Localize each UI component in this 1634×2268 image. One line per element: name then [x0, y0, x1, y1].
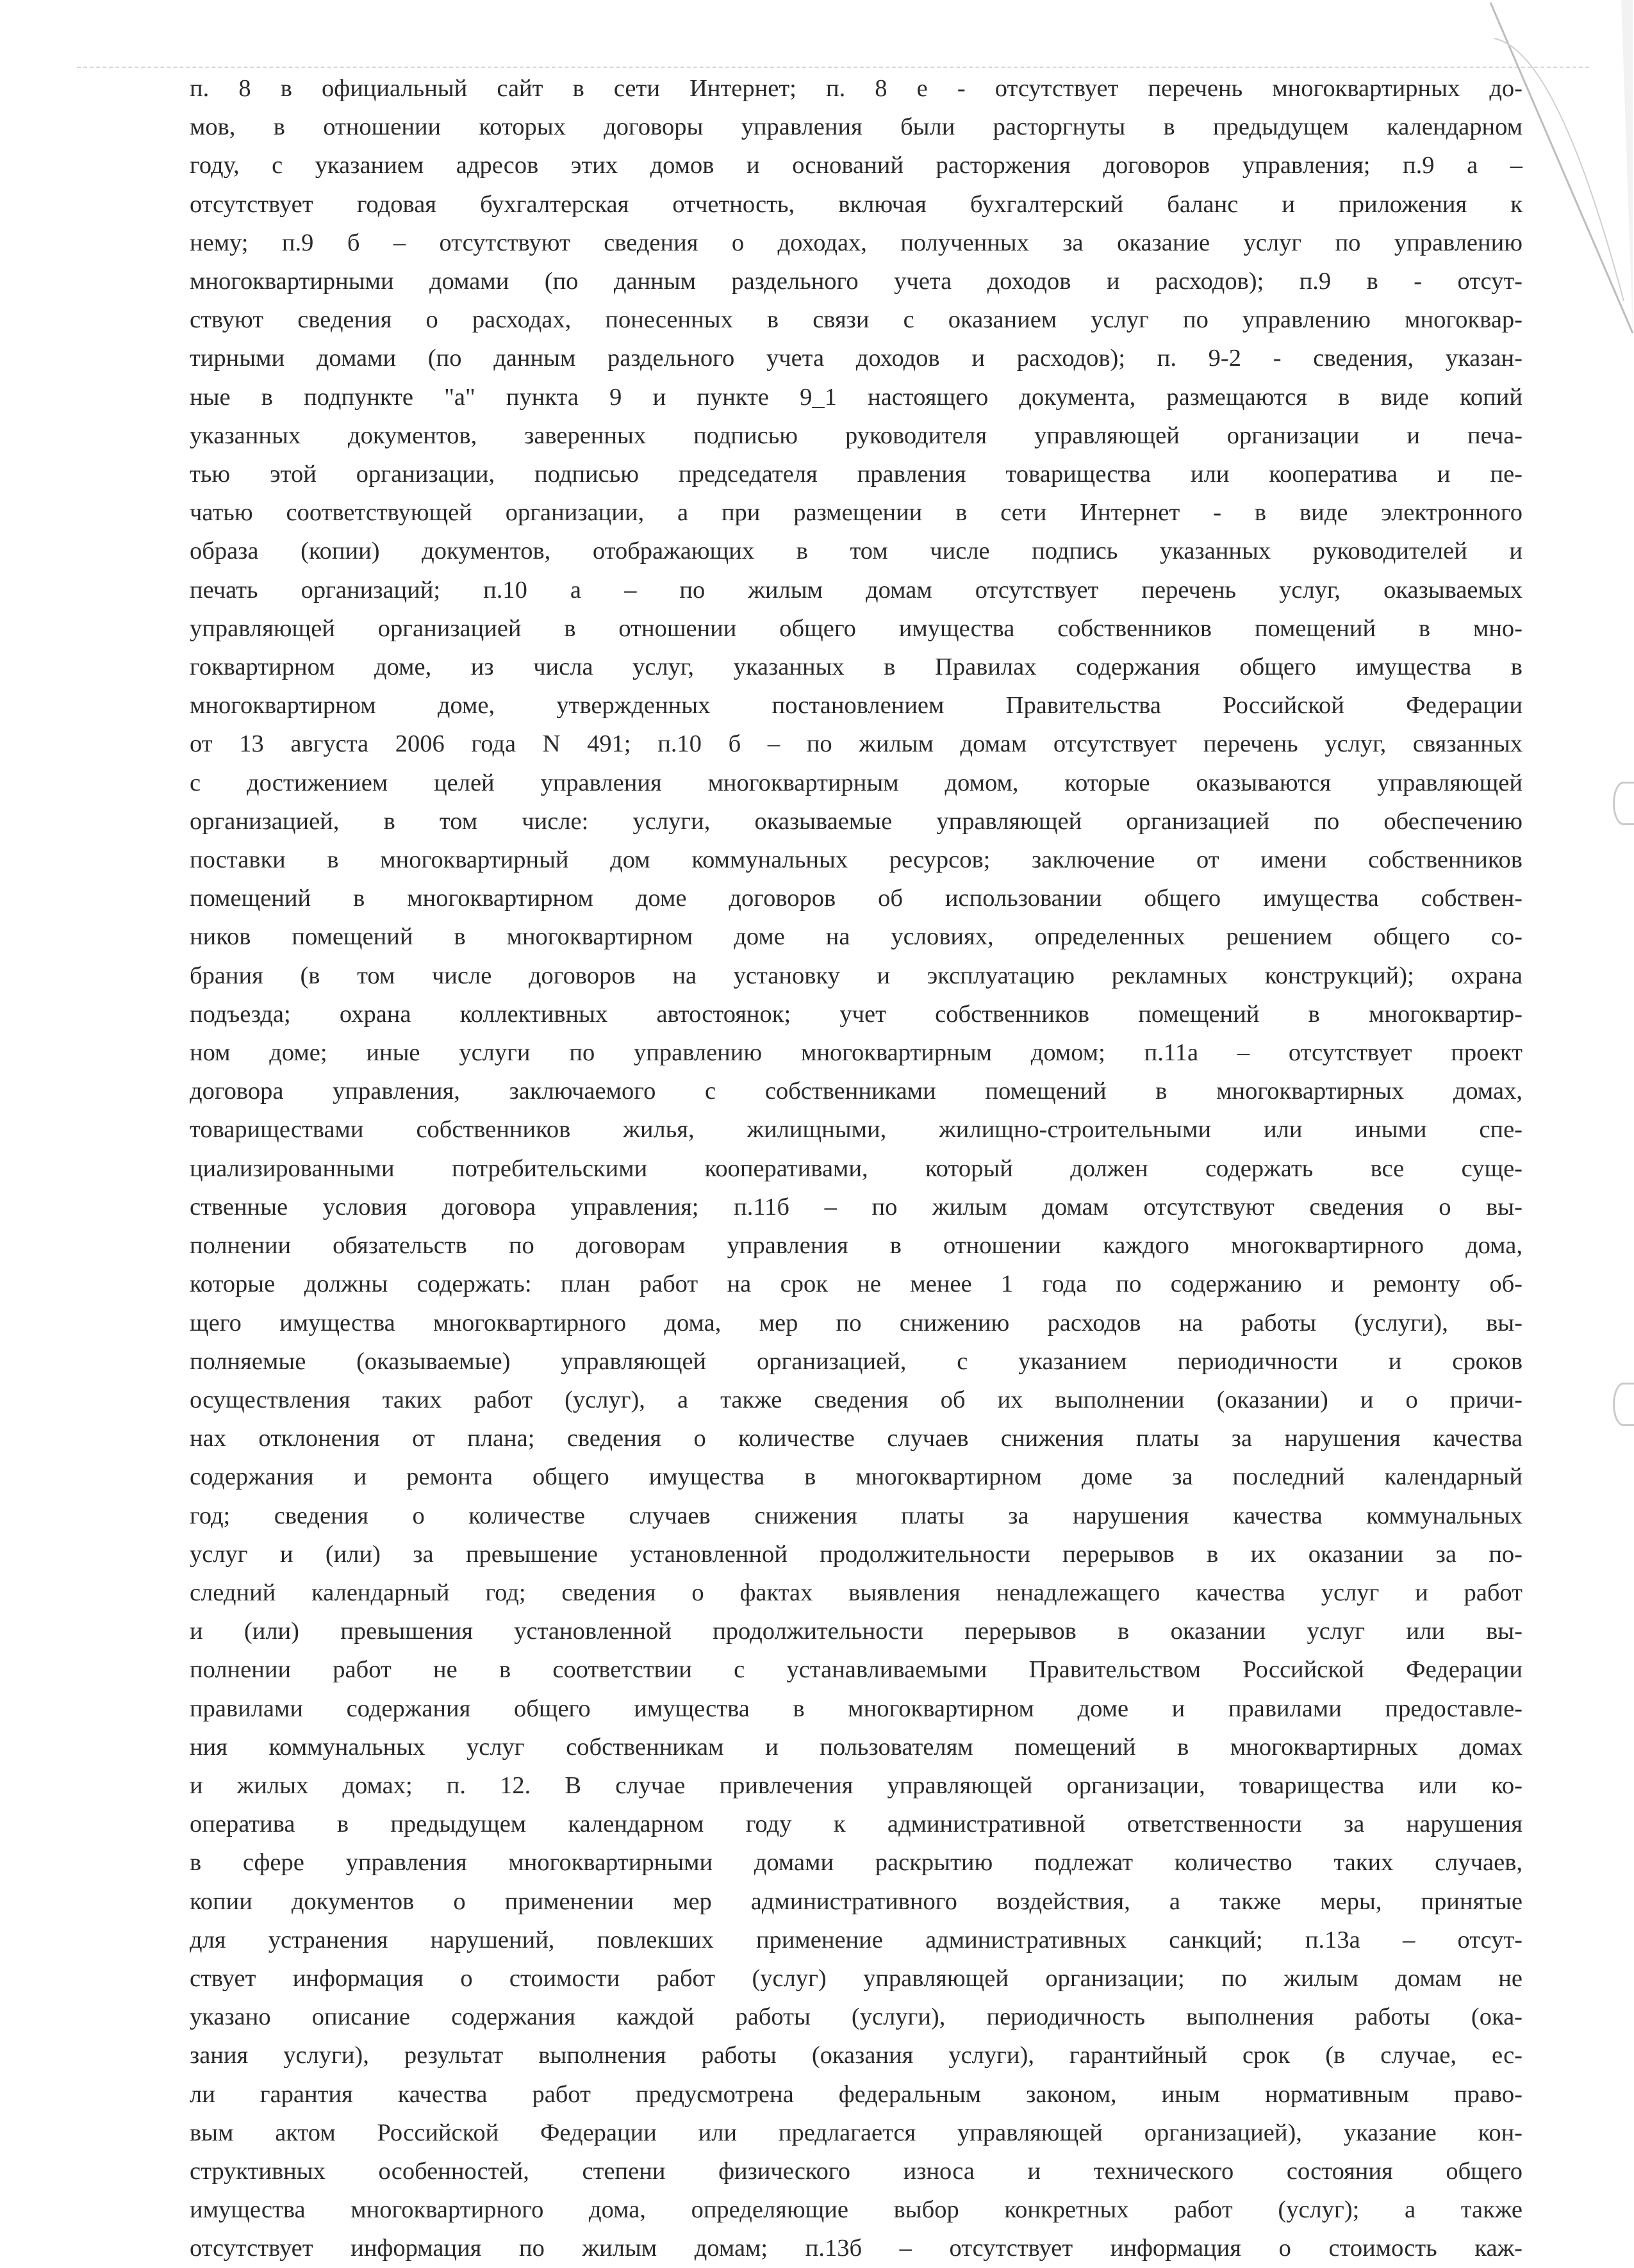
text-line: ли гарантия качества работ предусмотрена федеральным законом, иным нормативным право- — [190, 2080, 1523, 2108]
text-line: циализированными потребительскими кооперативами, который должен содержать все суще- — [190, 1155, 1523, 1182]
text-line: ном доме; иные услуги по управлению многоквартирным домом; п.11а – отсутствует проект — [190, 1039, 1523, 1067]
text-line: многоквартирном доме, утвержденных постановлением Правительства Российской Федерации — [190, 692, 1523, 719]
text-line: оператива в предыдущем календарном году к административной ответственности за нарушения — [190, 1811, 1523, 1838]
text-line: подъезда; охрана коллективных автостоянок; учет собственников помещений в многоквартир- — [190, 1000, 1523, 1028]
text-line: образа (копии) документов, отображающих в том числе подпись указанных руководителей и — [190, 538, 1523, 565]
text-line: нему; п.9 б – отсутствуют сведения о доходах, полученных за оказание услуг по управлению — [190, 229, 1523, 256]
text-line: отсутствует годовая бухгалтерская отчетность, включая бухгалтерский баланс и приложения к — [190, 190, 1523, 218]
text-line: ные в подпункте "а" пункта 9 и пункте 9_1 настоящего документа, размещаются в виде копий — [190, 383, 1523, 411]
text-line: товариществами собственников жилья, жилищными, жилищно-строительными или иными спе- — [190, 1116, 1523, 1144]
text-line: ствуют сведения о расходах, понесенных в связи с оказанием услуг по управлению многоквар- — [190, 306, 1523, 334]
text-line: ственные условия договора управления; п.11б – по жилым домам отсутствуют сведения о вы- — [190, 1193, 1523, 1220]
text-line: чатью соответствующей организации, а при размещении в сети Интернет - в виде электронного — [190, 499, 1523, 527]
text-line: имущества многоквартирного дома, определяющие выбор конкретных работ (услуг); а также — [190, 2196, 1523, 2224]
text-line: указанных документов, заверенных подписью руководителя управляющей организации и печа- — [190, 422, 1523, 449]
text-line: мов, в отношении которых договоры управления были расторгнуты в предыдущем календарном — [190, 113, 1523, 141]
text-line: нах отклонения от плана; сведения о количестве случаев снижения платы за нарушения качества — [190, 1425, 1523, 1452]
text-line: вым актом Российской Федерации или предлагается управляющей организацией), указание кон- — [190, 2119, 1523, 2146]
text-line: отсутствует информация по жилым домам; п.13б – отсутствует информация о стоимость каж- — [190, 2235, 1523, 2262]
text-line: указано описание содержания каждой работы (услуги), периодичность выполнения работы (ока- — [190, 2003, 1523, 2031]
text-line: зания услуги), результат выполнения работы (оказания услуги), гарантийный срок (в случае, ес- — [190, 2042, 1523, 2069]
text-line: ствует информация о стоимости работ (услуг) управляющей организации; по жилым домам не — [190, 1964, 1523, 1992]
text-line: и жилых домах; п. 12. В случае привлечения управляющей организации, товарищества или ко- — [190, 1771, 1523, 1799]
text-line: гоквартирном доме, из числа услуг, указанных в Правилах содержания общего имущества в — [190, 653, 1523, 681]
text-line: полнении работ не в соответствии с устанавливаемыми Правительством Российской Федерации — [190, 1656, 1523, 1684]
text-line: помещений в многоквартирном доме договоров об использовании общего имущества собствен- — [190, 885, 1523, 912]
text-line: услуг и (или) за превышение установленной продолжительности перерывов в их оказании за по- — [190, 1540, 1523, 1568]
text-line: полняемые (оказываемые) управляющей организацией, с указанием периодичности и сроков — [190, 1347, 1523, 1375]
text-line: правилами содержания общего имущества в многоквартирном доме и правилами предоставле- — [190, 1695, 1523, 1722]
text-line: году, с указанием адресов этих домов и оснований расторжения договоров управления; п.9 а – — [190, 152, 1523, 179]
text-line: и (или) превышения установленной продолжительности перерывов в оказании услуг или вы- — [190, 1618, 1523, 1645]
text-line: ников помещений в многоквартирном доме на условиях, определенных решением общего со- — [190, 923, 1523, 951]
text-line: содержания и ремонта общего имущества в многоквартирном доме за последний календарный — [190, 1463, 1523, 1491]
text-line: для устранения нарушений, повлекших применение административных санкций; п.13а – отсут- — [190, 1926, 1523, 1953]
text-line: осуществления таких работ (услуг), а также сведения об их выполнении (оказании) и о причи- — [190, 1386, 1523, 1413]
text-line: ния коммунальных услуг собственникам и пользователям помещений в многоквартирных домах — [190, 1733, 1523, 1761]
document-body — [190, 69, 1523, 2268]
text-line: в сфере управления многоквартирными домами раскрытию подлежат количество таких случаев, — [190, 1849, 1523, 1877]
punch-hole-bottom — [1613, 1383, 1634, 1426]
text-line: многоквартирными домами (по данным раздельного учета доходов и расходов); п.9 в - отсут- — [190, 268, 1523, 295]
text-line: полнении обязательств по договорам управления в отношении каждого многоквартирного дома, — [190, 1232, 1523, 1260]
text-line: щего имущества многоквартирного дома, мер по снижению расходов на работы (услуги), вы- — [190, 1309, 1523, 1336]
text-line: с достижением целей управления многоквартирным домом, которые оказываются управляющей — [190, 769, 1523, 796]
text-line: управляющей организацией в отношении общего имущества собственников помещений в мно- — [190, 614, 1523, 642]
text-line: копии документов о применении мер административного воздействия, а также меры, принятые — [190, 1887, 1523, 1915]
text-line: тирными домами (по данным раздельного учета доходов и расходов); п. 9-2 - сведения, указан- — [190, 345, 1523, 372]
text-line: тью этой организации, подписью председателя правления товарищества или кооператива и пе- — [190, 461, 1523, 488]
text-line: организацией, в том числе: услуги, оказываемые управляющей организацией по обеспечению — [190, 807, 1523, 835]
text-line: от 13 августа 2006 года N 491; п.10 б – по жилым домам отсутствует перечень услуг, связанных — [190, 730, 1523, 758]
text-line: поставки в многоквартирный дом коммунальных ресурсов; заключение от имени собственников — [190, 846, 1523, 874]
text-line: печать организаций; п.10 а – по жилым домам отсутствует перечень услуг, оказываемых — [190, 576, 1523, 604]
text-line: следний календарный год; сведения о фактах выявления ненадлежащего качества услуг и работ — [190, 1579, 1523, 1606]
scan-edge-line — [77, 67, 1589, 68]
text-line: которые должны содержать: план работ на срок не менее 1 года по содержанию и ремонту об- — [190, 1270, 1523, 1298]
text-line: структивных особенностей, степени физического износа и технического состояния общего — [190, 2157, 1523, 2185]
punch-hole-top — [1613, 782, 1634, 825]
text-line: брания (в том числе договоров на установку и эксплуатацию рекламных конструкций); охрана — [190, 962, 1523, 989]
text-line: п. 8 в официальный сайт в сети Интернет; п. 8 е - отсутствует перечень многоквартирных до- — [190, 75, 1523, 102]
text-line: год; сведения о количестве случаев снижения платы за нарушения качества коммунальных — [190, 1502, 1523, 1529]
text-line: договора управления, заключаемого с собственниками помещений в многоквартирных домах, — [190, 1078, 1523, 1105]
